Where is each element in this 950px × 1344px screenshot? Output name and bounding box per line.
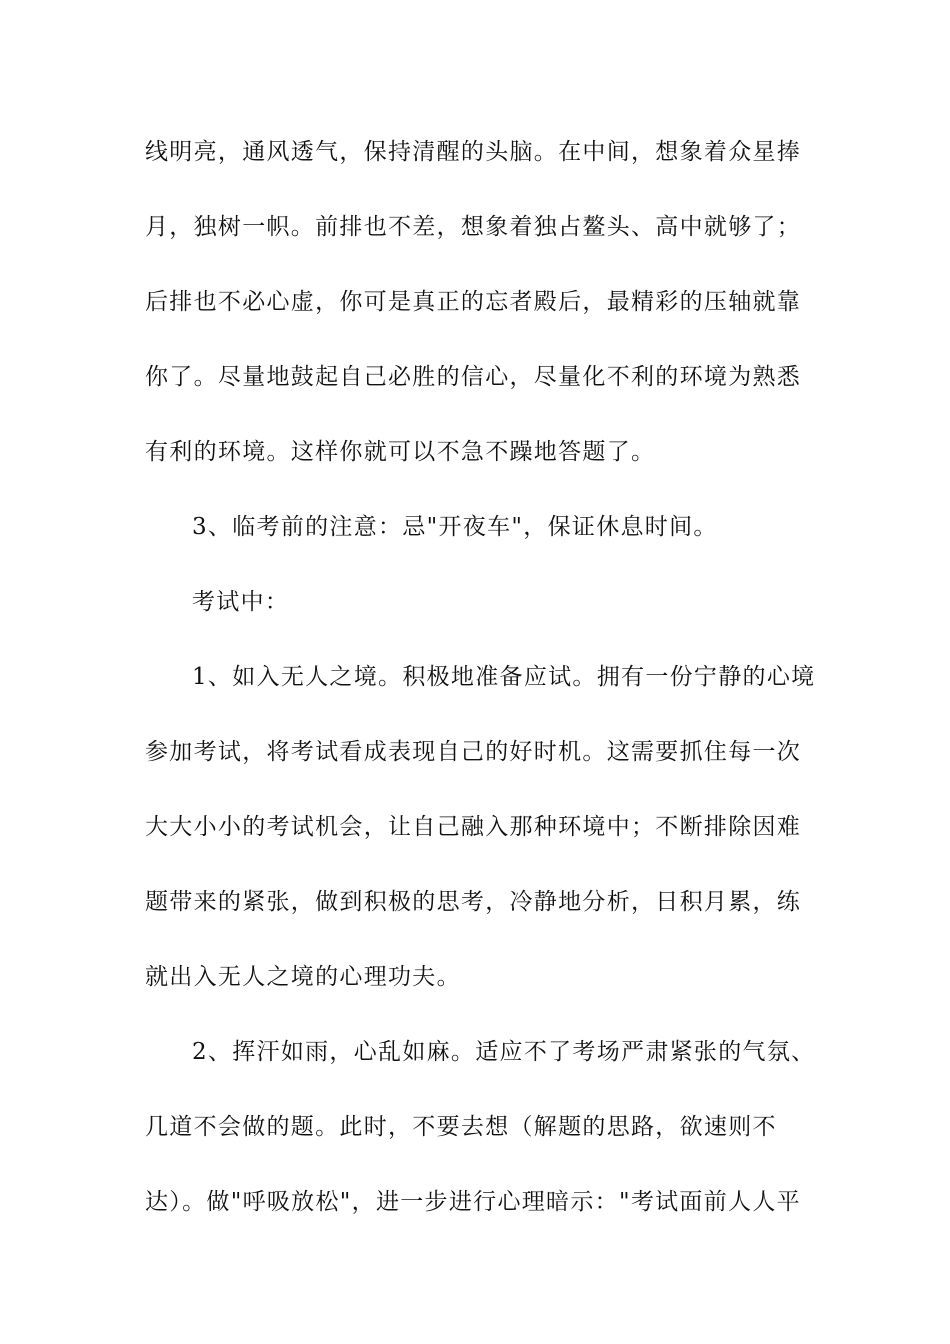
- text-line: 题带来的紧张，做到积极的思考，冷静地分析，日积月累，练: [145, 889, 802, 915]
- text-line: 大大小小的考试机会，让自己融入那种环境中；不断排除因难: [145, 814, 802, 840]
- text-line: 几道不会做的题。此时，不要去想（解题的思路，欲速则不: [145, 1114, 777, 1140]
- text-line: 你了。尽量地鼓起自己必胜的信心，尽量化不利的环境为熟悉: [145, 364, 802, 390]
- text-line: 后排也不必心虚，你可是真正的忘者殿后，最精彩的压轴就靠: [145, 289, 802, 315]
- text-line: 线明亮，通风透气，保持清醒的头脑。在中间，想象着众星捧: [145, 139, 802, 165]
- text-line: 月，独树一帜。前排也不差，想象着独占鳌头、高中就够了；: [145, 214, 802, 240]
- text-line: 达）。做"呼吸放松"，进一步进行心理暗示："考试面前人人平: [145, 1189, 801, 1215]
- paragraph-start: 2、挥汗如雨，心乱如麻。适应不了考场严肃紧张的气氛、: [192, 1039, 816, 1065]
- text-line: 参加考试，将考试看成表现自己的好时机。这需要抓住每一次: [145, 739, 802, 765]
- paragraph-start: 1、如入无人之境。积极地准备应试。拥有一份宁静的心境: [192, 664, 816, 690]
- text-line: 就出入无人之境的心理功夫。: [145, 964, 461, 990]
- text-line: 有利的环境。这样你就可以不急不躁地答题了。: [145, 439, 656, 465]
- section-heading: 3、临考前的注意：忌"开夜车"，保证休息时间。: [192, 514, 718, 540]
- section-heading: 考试中：: [192, 589, 290, 615]
